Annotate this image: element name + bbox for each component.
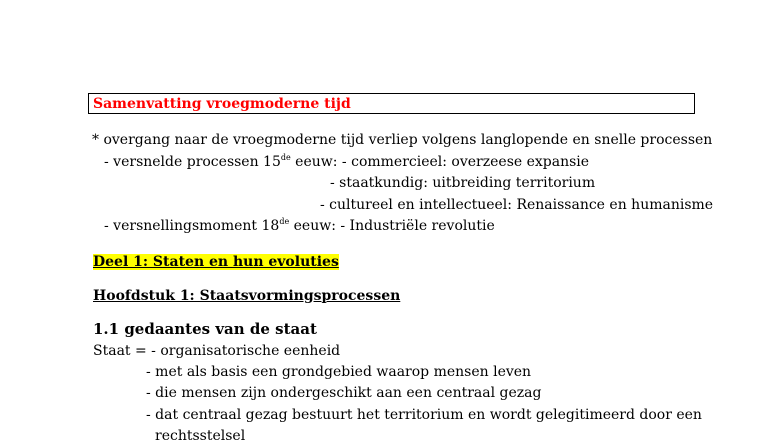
- document-title: Samenvatting vroegmoderne tijd: [93, 96, 351, 112]
- definition-line-4: - dat centraal gezag bestuurt het territorium en wordt gelegitimeerd door een: [146, 407, 702, 423]
- intro-line-3: - staatkundig: uitbreiding territorium: [330, 175, 596, 191]
- part-heading: [93, 253, 339, 271]
- intro-line-5: [104, 217, 495, 235]
- intro-line-5-pre: - versnellingsmoment 18: [104, 218, 280, 234]
- intro-line-2-sup: de: [280, 153, 291, 162]
- intro-line-2: [104, 153, 589, 171]
- intro-line-5-post: eeuw: - Industriële revolutie: [289, 218, 495, 234]
- intro-line-2-pre: - versnelde processen 15: [104, 154, 281, 170]
- chapter-heading: Hoofdstuk 1: Staatsvormingsprocessen: [93, 288, 401, 304]
- definition-line-1: Staat = - organisatorische eenheid: [93, 343, 341, 359]
- section-heading: 1.1 gedaantes van de staat: [93, 320, 317, 338]
- intro-line-5-sup: de: [279, 217, 290, 226]
- intro-line-1: * overgang naar de vroegmoderne tijd verliep volgens langlopende en snelle processen: [92, 132, 713, 148]
- definition-line-5: rechtsstelsel: [155, 428, 246, 444]
- definition-line-2: - met als basis een grondgebied waarop mensen leven: [146, 364, 532, 380]
- part-heading-text: Deel 1: Staten en hun evoluties: [93, 254, 339, 270]
- intro-line-4: - cultureel en intellectueel: Renaissance en humanisme: [320, 197, 714, 213]
- intro-line-2-post: eeuw: - commercieel: overzeese expansie: [290, 154, 590, 170]
- title-box: [88, 93, 695, 114]
- definition-line-3: - die mensen zijn ondergeschikt aan een centraal gezag: [146, 385, 542, 401]
